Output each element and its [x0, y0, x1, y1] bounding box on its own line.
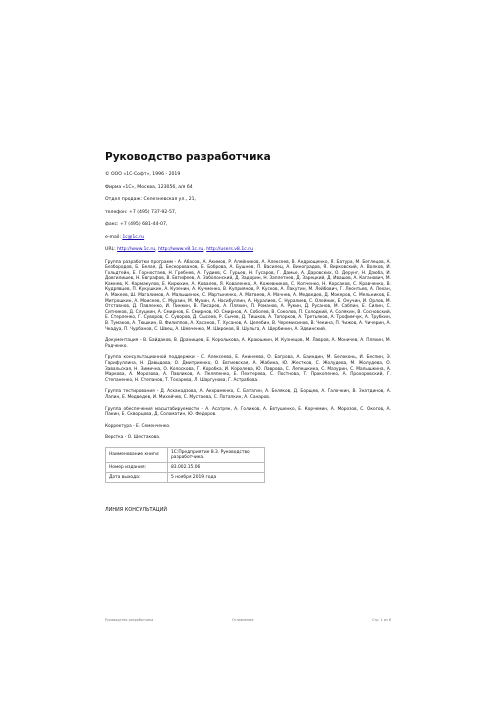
table-row	[106, 472, 265, 482]
layout-credit: Верстка - О. Шестакова.	[105, 435, 161, 441]
url-label: URL:	[105, 247, 118, 252]
proofreading-credit: Корректура - Е. Семенченко.	[105, 423, 171, 429]
table-cell-value: 83.002.15.06	[168, 462, 265, 472]
url-separator: ,	[203, 247, 207, 252]
consultation-line-heading: ЛИНИЯ КОНСУЛЬТАЦИЙ	[105, 507, 168, 513]
copyright-line: © ООО «1С-Софт», 1996 - 2019	[105, 172, 181, 177]
company-address: Фирма «1С», Москва, 123056, а/я 64	[105, 184, 193, 190]
table-row	[106, 447, 265, 462]
consulting-credits: Группа консультационной поддержки - С. Алексеева, Е. Анинеева, О. Багрова, А. Баиндин, М. Белоконь, И. Беспин, Э. Гарифуллина, Н. Давыдова, О. Дмитриенко, О. Евтиевская, А. Жабина, Ю. Жестков, С. Жолудева, М. Жолудева, О. Завальская, Н. Зимична, О. Колоскова, Г. Коробка, И. Королева, Ю. Лаврова, С. Лепешкина, С. Мазурин, С. Малышкина, А. Маркова, А. Морозова, А. Павликов, А. Пеляпенко, Е. Пехтерева, С. Постнова, Т. Прокопенко, А. Прохоровский, Г. Степаненко, Н. Степанов, Т. Тохарева, Л. Шаргунова, Г. Астрабова.	[105, 355, 391, 383]
email-label: e-mail:	[105, 234, 123, 240]
scalability-credits: Группа обеспечения масштабируемости - А. Асатрян, А. Голиков, А. Евтушенко, Е. Корчемин, А. Морозов, С. Окогов, А. Пакин, Е. Скворцова, Д. Соломатин, Ю. Федоров.	[105, 406, 391, 418]
phone-line: телефон: +7 (495) 737-92-57,	[105, 209, 177, 215]
documentation-credits: Документация - В. Байдаков, В. Дранищев, Е. Корольковa, А. Краюшкин, И. Кузнецов, М. Лавров, А. Моничев, А. Пляхин, М. Радченко.	[105, 338, 391, 349]
footer-doc-title: Руководство разработчика	[105, 618, 154, 622]
edition-info-table	[105, 447, 265, 483]
url-separator: ,	[155, 247, 159, 252]
url-line	[105, 247, 391, 253]
url-link-v8[interactable]: http://www.v8.1c.ru	[158, 247, 204, 252]
testing-credits: Группа тестирования - Д. Асканадзова, А. Акхраменко, С. Батагин, А. Беляков, Д. Борщев, А. Галочкин, В. Знатдинов, А. Лапин, Е. Медведев, И. Михейчев, С. Мустаева, С. Потапкин, А. Санаров.	[105, 389, 391, 400]
table-cell-label: Дата выхода:	[106, 472, 168, 482]
fax-line: факс: +7 (495) 681-44-07,	[105, 222, 168, 227]
email-line	[105, 235, 391, 241]
table-cell-value: 5 ноября 2019 года	[168, 472, 265, 482]
page-content	[105, 151, 391, 513]
footer-toc-link[interactable]: Оглавление	[232, 618, 254, 622]
document-title: Руководство разработчика	[105, 151, 271, 163]
url-link-1c[interactable]: http://www.1c.ru	[117, 247, 156, 252]
email-link[interactable]: 1c@1c.ru	[122, 234, 145, 240]
programmers-credits: Группа разработки программ - А. Абасов, А. Акимов, Р. Алейников, А. Алексеев, В. Андрющенко, Я. Батура, М. Беглецов, А. Безбородов, Б. Белая, Д. Бескорованов, Е. Боброва, А. Бушнев, П. Василец, А. Виноградов, Я. Вирковский, А. Волков, И. Гольдтейн, Е. Горностаев, Н. Гребнев, А. Гудиев, С. Гурьев, Н. Гусаров, Г. Дамье, А. Даровских, О. Дерунг, Н. Дзюба, И. Довгилишев, Н. Евграфов, В. Евтифеев, А. Заболонский, Д. Задорин, Н. Заплетнев, Д. Зарецкий, Д. Ивашов, А. Каганович, М. Камнев, К. Кармакулов, Е. Кирюхин, А. Ковалев, Я. Коваленко, А. Кожевников, С. Копченко, Н. Корсаков, С. Кравченко, В. Кудрявцев, П. Кукушкин, А. Кузенин, А. Кучменко, В. Куприянов, Р. Кусков, А. Лакутин, М. Лейбович, Г. Леонтьев, А. Лехан, А. Макеев, Ш. Магалимов, А. Малышенок, С. Мартыненко, А. Матвеев, А. Мачнев, А. Медведев, Д. Мокеров, С. Мельников, Е. Митрошкин, А. Моисеев, С. Мурзин, М. Мухин, А. Насибуллин, А. Нуралиев, С. Нуралиев, С. Олейник, Е. Онучин, И. Орлов, М. Отставнов, Д. Павленко, И. Пинкин, В. Писарев, А. Пляхин, П. Романов, А. Рукин, Д. Русанов, М. Сабпин, Е. Силин, С. Ситников, Д. Слуцкин, А. Смирнов, Е. Смирнов, Ю. Смирнов, А. Соболев, В. Соколов, П. Солодкий, А. Солякин, В. Сосновский, Е. Стерленко, Г. Суворов, С. Суворов, Д. Сысоев, Р. Сычев, Д. Тишков, А. Топорков, А. Третьяков, А. Трофимчук, А. Трубкин, В. Тумаков, А. Тюшкин, В. Филиппов, А. Хасанов, Т. Хусанов, А. Целебин, В. Черемисинов, В. Чекина, П. Чижов, А. Чичерин, А. Чкадуа, П. Чурбанов, С. Швец, А. Шевченко, М. Широков, В. Шульга, А. Щербинин, А. Эдвинский.	[105, 259, 391, 332]
table-cell-label: Номер издания:	[106, 462, 168, 472]
table-cell-label: Наименование книги:	[106, 447, 168, 462]
table-cell-value: 1С:Предприятие 8.3. Руководство разработчика.	[168, 447, 265, 462]
sales-address: Отдел продаж: Селезневская ул., 21,	[105, 197, 197, 202]
table-row	[106, 462, 265, 472]
url-link-users[interactable]: http://users.v8.1c.ru	[206, 247, 254, 252]
footer-page-number: Стр. 1 из 6	[371, 618, 391, 622]
